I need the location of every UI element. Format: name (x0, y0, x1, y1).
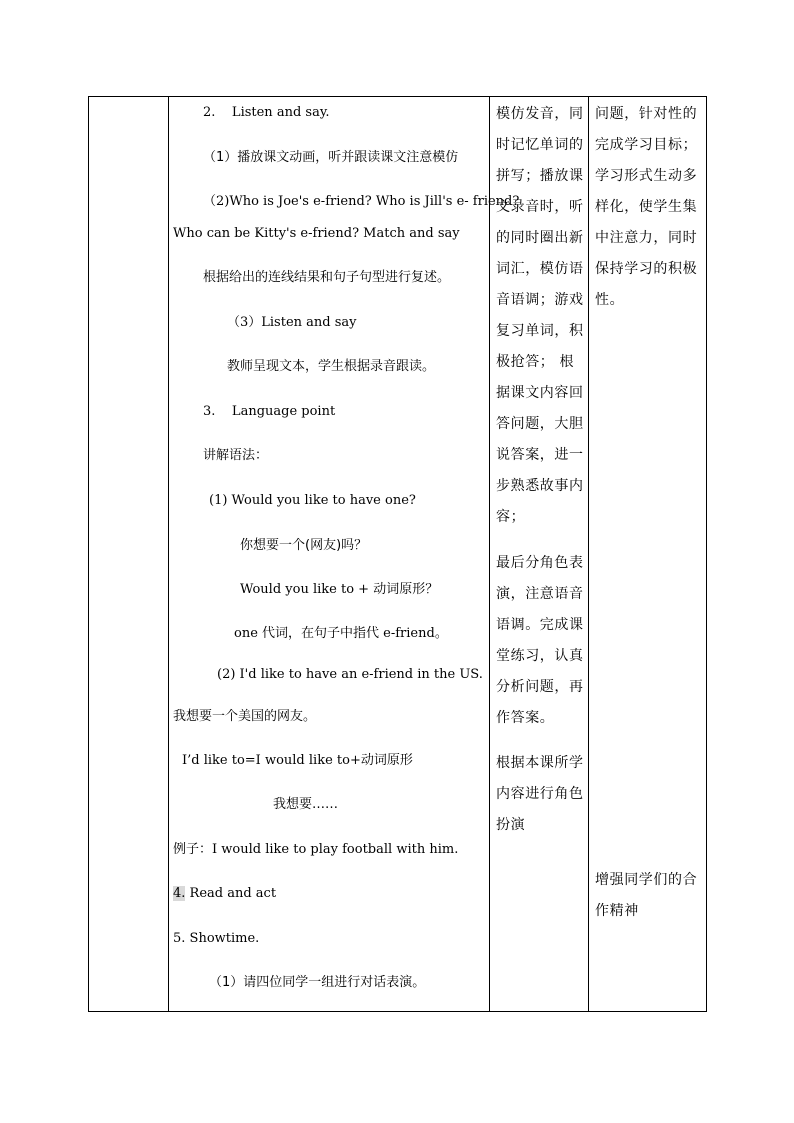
intent-line: 中注意力，同时 (595, 230, 698, 246)
activity-line: 据课文内容回 (496, 385, 584, 401)
intent-line: 性。 (595, 292, 625, 308)
intent-line: 问题，针对性的 (595, 106, 698, 122)
content-line: 讲解语法： (203, 448, 269, 463)
grammar-example: (2) I'd like to have an e-friend in the US. (217, 667, 483, 682)
grammar-translation: 我想要一个美国的网友。 (173, 709, 317, 724)
activity-line: 容； (496, 509, 526, 525)
intent-line: 增强同学们的合 (595, 872, 698, 888)
step-showtime: 5. Showtime. (173, 931, 260, 946)
grammar-rule: Would you like to + 动词原形？ (240, 582, 439, 597)
intent-line: 作精神 (595, 903, 639, 919)
example-sentence: 例子：I would like to play football with him. (173, 842, 459, 857)
intent-line: 样化，使学生集 (595, 199, 698, 215)
design-intent-cell (589, 97, 707, 1011)
stage-cell (89, 97, 168, 1011)
activity-line: 说答案，进一 (496, 447, 584, 463)
activity-line: 词汇，模仿语 (496, 261, 584, 277)
activity-line: 作答案。 (496, 710, 555, 726)
activity-line: 复习单词，积 (496, 323, 584, 339)
activity-line: 文录音时，听 (496, 199, 584, 215)
grammar-note: one 代词，在句子中指代 e-friend。 (234, 626, 448, 641)
content-line: （3）Listen and say (227, 315, 357, 330)
content-line: （2)Who is Joe's e-friend? Who is Jill's e- friend? (203, 194, 520, 209)
step-read-and-act: 4. Read and act (173, 886, 277, 901)
student-activity-cell (490, 97, 588, 1011)
activity-line: 模仿发音，同 (496, 106, 584, 122)
activity-line: 扮演 (496, 817, 526, 833)
step-language-point: 3. Language point (203, 404, 336, 419)
activity-line: 极抢答； 根 (496, 354, 575, 370)
activity-line: 时记忆单词的 (496, 137, 584, 153)
activity-line: 答问题，大胆 (496, 416, 584, 432)
activity-line: 语调。完成课 (496, 617, 584, 633)
activity-line: 步熟悉故事内 (496, 478, 584, 494)
activity-line: 内容进行角色 (496, 786, 584, 802)
highlighted-number: 4. (173, 886, 186, 901)
lesson-plan-table (88, 96, 707, 1012)
activity-line: 最后分角色表 (496, 555, 584, 571)
grammar-rule: I’d like to=I would like to+动词原形 (182, 753, 413, 768)
grammar-translation: 我想要…… (273, 797, 339, 812)
activity-line: 分析问题，再 (496, 679, 584, 695)
grammar-example: (1) Would you like to have one? (209, 493, 416, 508)
content-line: （1）播放课文动画，听并跟读课文注意模仿 (203, 150, 459, 165)
content-line: Who can be Kitty's e-friend? Match and say (173, 226, 460, 241)
content-line: 根据给出的连线结果和句子句型进行复述。 (203, 270, 451, 285)
activity-line: 音语调；游戏 (496, 292, 584, 308)
activity-line: 的同时圈出新 (496, 230, 584, 246)
content-line: （1）请四位同学一组进行对话表演。 (209, 975, 426, 990)
activity-line: 堂练习，认真 (496, 648, 584, 664)
intent-line: 保持学习的积极 (595, 261, 698, 277)
step-listen-and-say: 2. Listen and say. (203, 105, 330, 120)
intent-line: 完成学习目标； (595, 137, 698, 153)
grammar-translation: 你想要一个(网友)吗？ (240, 538, 368, 553)
activity-line: 演，注意语音 (496, 586, 584, 602)
content-line: 教师呈现文本，学生根据录音跟读。 (227, 359, 436, 374)
activity-line: 拼写；播放课 (496, 168, 584, 184)
activity-line: 根据本课所学 (496, 755, 584, 771)
intent-line: 学习形式生动多 (595, 168, 698, 184)
